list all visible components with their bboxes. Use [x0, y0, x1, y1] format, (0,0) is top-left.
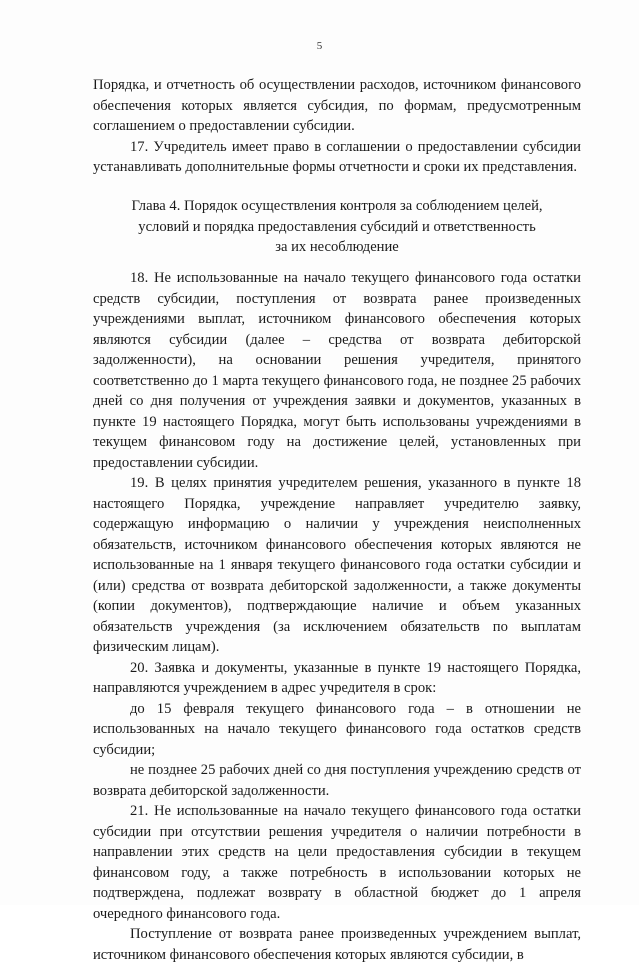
chapter-heading-line1: Глава 4. Порядок осуществления контроля за соблюдением целей,: [131, 198, 543, 214]
paragraph-19: 19. В целях принятия учредителем решения, указанного в пункте 18 настоящего Порядка, учреждение направляет учредителю заявку, содержащую информацию о наличии у учреждения неисполненных обязательств, источником финансового обеспечения которых являются не использованные на 1 января текущего финансового года остатки субсидии и (или) средства от возврата дебиторской задолженности, а также документы (копии документов), подтверждающие наличие и объем указанных обязательств учреждения (за исключением обязательств по выплатам физическим лицам).: [93, 475, 581, 655]
chapter-4-body: [93, 268, 581, 965]
section-17-block: [93, 75, 581, 178]
paragraph-20-item-a: до 15 февраля текущего финансового года – в отношении не использованных на начало текущего финансового года остатков средств субсидии;: [93, 700, 581, 758]
paragraph-18: 18. Не использованные на начало текущего финансового года остатки средств субсидии, поступления от возврата ранее произведенных учреждениями выплат, источником финансового обеспечения которых являются субсидии (далее – средства от возврата дебиторской задолженности), на основании решения учредителя, принятого соответственно до 1 марта текущего финансового года, не позднее 25 рабочих дней со дня получения от учреждения заявки и документов, указанных в пункте 19 настоящего Порядка, могут быть использованы учреждениями в текущем финансовом году на достижение целей, установленных при предоставлении субсидии.: [93, 270, 581, 471]
paragraph-17: 17. Учредитель имеет право в соглашении о предоставлении субсидии устанавливать дополнительные формы отчетности и сроки их представления.: [93, 138, 581, 175]
paragraph-continuation: Порядка, и отчетность об осуществлении расходов, источником финансового обеспечения которых является субсидия, по формам, предусмотренным соглашением о предоставлении субсидии.: [93, 77, 581, 134]
paragraph-20: 20. Заявка и документы, указанные в пункте 19 настоящего Порядка, направляются учреждением в адрес учредителя в срок:: [93, 659, 581, 696]
page-number: 5: [316, 40, 323, 52]
chapter-heading-line2: условий и порядка предоставления субсидий и ответственность: [138, 218, 536, 235]
chapter-heading: [93, 196, 581, 258]
paragraph-20-item-b: не позднее 25 рабочих дней со дня поступления учреждению средств от возврата дебиторской задолженности.: [93, 762, 581, 799]
paragraph-21: 21. Не использованные на начало текущего финансового года остатки субсидии при отсутствии решения учредителя о наличии потребности в направлении этих средств на цели предоставления субсидии в текущем финансовом году, а также потребность в использовании которых не подтверждена, подлежат возврату в областной бюджет до 1 апреля очередного финансового года.: [93, 803, 581, 922]
chapter-heading-line3: за их несоблюдение: [275, 239, 399, 255]
paragraph-22: Поступление от возврата ранее произведенных учреждением выплат, источником финансового обеспечения которых являются субсидии, в: [93, 926, 581, 963]
